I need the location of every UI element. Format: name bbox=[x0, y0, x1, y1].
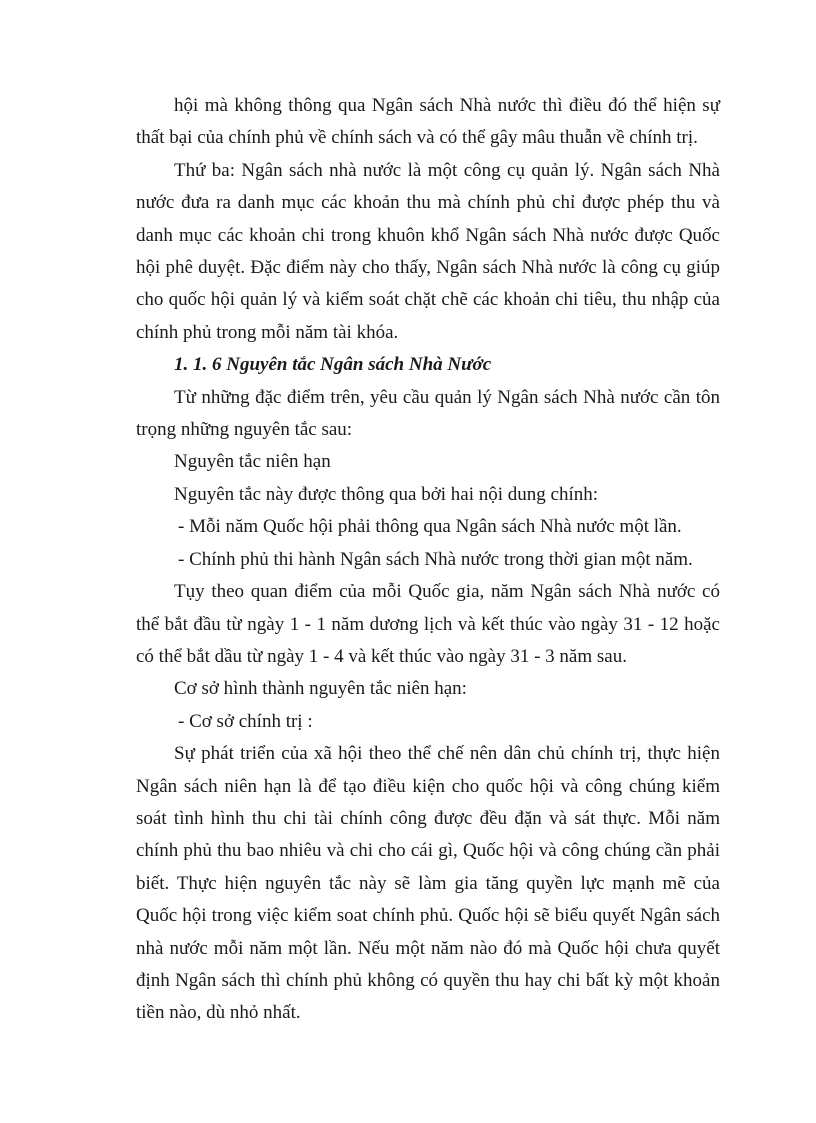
list-item-co-so-chinh-tri: - Cơ sở chính trị : bbox=[178, 710, 313, 732]
paragraph-thu-ba: Thứ ba: Ngân sách nhà nước là một công cụ quản lý. Ngân sách Nhà nước đưa ra danh mục các khoản thu mà chính phủ chỉ được phép thu và danh mục các khoản chi trong khuôn khổ Ngân sách Nhà nước được Quốc hội phê duyệt. Đặc điểm này cho thấy, Ngân sách Nhà nước là công cụ giúp cho quốc hội quản lý và kiểm soát chặt chẽ các khoản chi tiêu, thu nhập của chính phủ trong mỗi năm tài khóa. bbox=[136, 159, 720, 343]
paragraph-quan-diem: Tụy theo quan điểm của mỗi Quốc gia, năm Ngân sách Nhà nước có thể bắt đầu từ ngày 1 - 1 năm dương lịch và kết thúc vào ngày 31 - 12 hoặc có thể bắt dầu từ ngày 1 - 4 và kết thúc vào ngày 31 - 3 năm sau. bbox=[136, 581, 720, 667]
paragraph-noi-dung: Nguyên tắc này được thông qua bởi hai nội dung chính: bbox=[174, 483, 599, 505]
subheading-nien-han: Nguyên tắc niên hạn bbox=[174, 451, 331, 473]
section-heading: 1. 1. 6 Nguyên tắc Ngân sách Nhà Nước bbox=[174, 354, 492, 376]
subheading-co-so: Cơ sở hình thành nguyên tắc niên hạn: bbox=[174, 678, 467, 700]
paragraph-su-phat-trien: Sự phát triển của xã hội theo thể chế nên dân chủ chính trị, thực hiện Ngân sách niên hạn là để tạo điều kiện cho quốc hội và công chúng kiểm soát tình hình thu chi tài chính công được đều đặn và sát thực. Mỗi năm chính phủ thu bao nhiêu và chi cho cái gì, Quốc hội và công chúng cần phải biết. Thực hiện nguyên tắc này sẽ làm gia tăng quyền lực mạnh mẽ của Quốc hội trong việc kiểm soat chính phủ. Quốc hội sẽ biểu quyết Ngân sách nhà nước mỗi năm một lần. Nếu một năm nào đó mà Quốc hội chưa quyết định Ngân sách thì chính phủ không có quyền thu hay chi bất kỳ một khoản tiền nào, dù nhỏ nhất. bbox=[136, 743, 720, 1024]
document-page bbox=[136, 90, 720, 1030]
list-item-chinh-phu: - Chính phủ thi hành Ngân sách Nhà nước trong thời gian một năm. bbox=[178, 548, 693, 570]
paragraph-yeu-cau: Từ những đặc điểm trên, yêu cầu quản lý Ngân sách Nhà nước cần tôn trọng những nguyên tắc sau: bbox=[136, 386, 720, 441]
list-item-quoc-hoi: - Mỗi năm Quốc hội phải thông qua Ngân sách Nhà nước một lần. bbox=[178, 516, 682, 538]
paragraph-continuation: hội mà không thông qua Ngân sách Nhà nước thì điều đó thể hiện sự thất bại của chính phủ về chính sách và có thể gây mâu thuẫn về chính trị. bbox=[136, 95, 720, 149]
